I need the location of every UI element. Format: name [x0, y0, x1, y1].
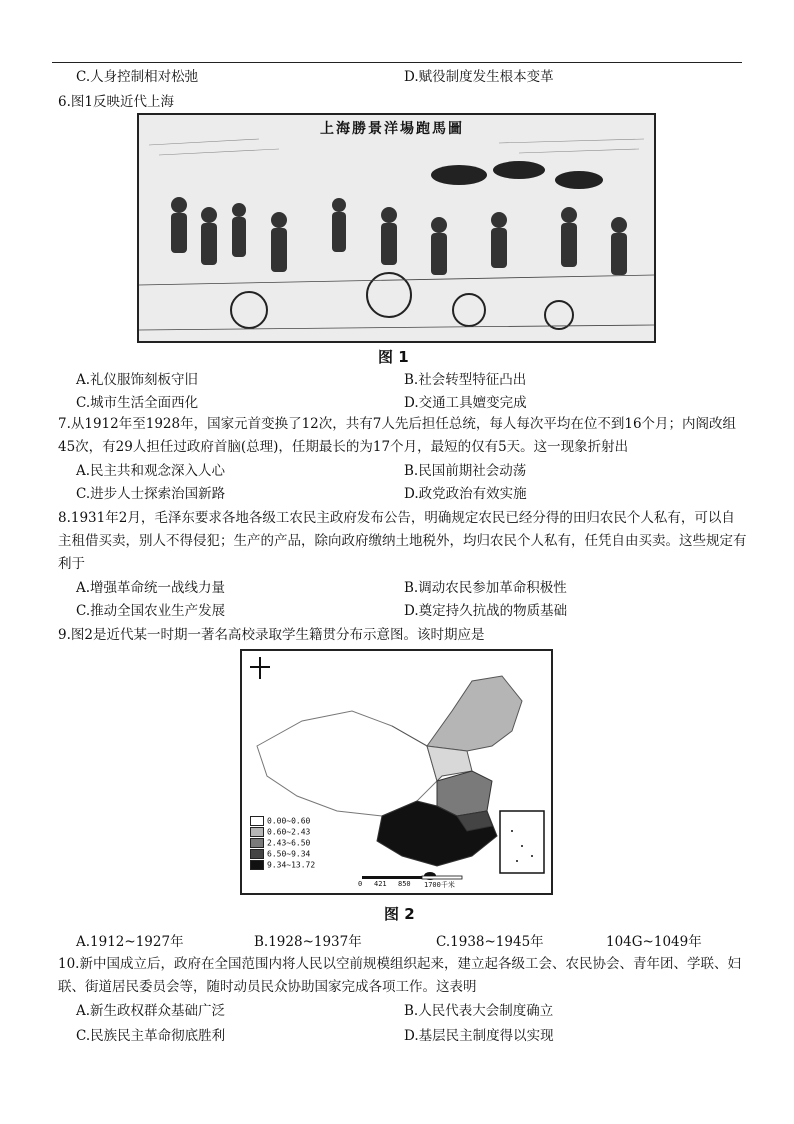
scale-label-3: 1700千米: [424, 881, 455, 889]
figure-1-illustration: [137, 113, 656, 343]
q8-option-a: A.增强革命统一战线力量: [76, 580, 226, 596]
legend-row-4: [250, 860, 315, 870]
question-8-stem: 8.1931年2月，毛泽东要求各地各级工农民主政府发布公告，明确规定农民已经分得的田归农民个人私有，可以自主租借买卖，别人不得侵犯；生产的产品，除向政府缴纳土地税外，均归农民个人私有，任凭自由买卖。这些规定有利于: [58, 510, 747, 572]
q7-option-a: A.民主共和观念深入人心: [76, 463, 226, 479]
legend-swatch-1: [250, 827, 264, 837]
legend-swatch-0: [250, 816, 264, 826]
q8-option-d: D.奠定持久抗战的物质基础: [404, 603, 568, 619]
question-6-stem: 6.图1反映近代上海: [58, 94, 174, 110]
legend-swatch-3: [250, 849, 264, 859]
q6-option-a: A.礼仪服饰刻板守旧: [76, 372, 199, 388]
q6-option-b: B.社会转型特征凸出: [404, 372, 527, 388]
scale-label-1: 421: [374, 880, 387, 888]
legend-row-2: [250, 838, 310, 848]
legend-row-1: [250, 827, 310, 837]
horse-race-engraving: [139, 115, 654, 341]
q6-option-c: C.城市生活全面西化: [76, 395, 199, 411]
q9-option-b: B.1928~1937年: [254, 934, 362, 950]
legend-swatch-2: [250, 838, 264, 848]
question-9-stem: 9.图2是近代某一时期一著名高校录取学生籍贯分布示意图。该时期应是: [58, 627, 485, 643]
q8-option-c: C.推动全国农业生产发展: [76, 603, 226, 619]
legend-label-0: 0.00~0.60: [267, 816, 311, 826]
q10-option-a: A.新生政权群众基础广泛: [76, 1003, 226, 1019]
legend-row-3: [250, 849, 310, 859]
legend-label-4: 9.34~13.72: [267, 860, 316, 870]
q9-option-d: 104G~1049年: [606, 934, 702, 950]
q10-option-b: B.人民代表大会制度确立: [404, 1003, 554, 1019]
top-rule: [52, 62, 742, 63]
q9-option-a: A.1912~1927年: [76, 934, 184, 950]
north-arrow-icon: [250, 657, 270, 679]
q7-option-d: D.政党政治有效实施: [404, 486, 527, 502]
legend-label-1: 0.60~2.43: [267, 827, 311, 837]
scale-label-0: 0: [358, 880, 363, 888]
q8-option-b: B.调动农民参加革命积极性: [404, 580, 567, 596]
scale-label-2: 850: [398, 880, 411, 888]
figure-2-map: [240, 649, 553, 895]
question-7-stem: 7.从1912年至1928年，国家元首变换了12次，共有7人先后担任总统，每人每次平均在位不到16个月；内阁改组45次，有29人担任过政府首脑(总理)，任期最长的为17个月，最短的仅有5天。这一现象折射出: [58, 416, 737, 455]
option-d-prev: D.赋役制度发生根本变革: [404, 69, 554, 85]
q6-option-d: D.交通工具嬗变完成: [404, 395, 527, 411]
question-10-stem: 10.新中国成立后，政府在全国范围内将人民以空前规模组织起来，建立起各级工会、农民协会、青年团、学联、妇联、街道居民委员会等，随时动员民众协助国家完成各项工作。这表明: [58, 956, 741, 995]
q7-option-c: C.进步人士探索治国新路: [76, 486, 226, 502]
figure-1-title: 上海勝景洋場跑馬圖: [314, 118, 470, 138]
legend-row-0: [250, 816, 310, 826]
legend-label-3: 6.50~9.34: [267, 849, 311, 859]
option-c-prev: C.人身控制相对松弛: [76, 69, 199, 85]
q9-option-c: C.1938~1945年: [436, 934, 544, 950]
legend-swatch-4: [250, 860, 264, 870]
legend-label-2: 2.43~6.50: [267, 838, 311, 848]
figure-2-caption: 图 2: [384, 905, 415, 923]
q7-option-b: B.民国前期社会动荡: [404, 463, 527, 479]
figure-1-caption: 图 1: [378, 348, 409, 366]
q10-option-c: C.民族民主革命彻底胜利: [76, 1028, 226, 1044]
q10-option-d: D.基层民主制度得以实现: [404, 1028, 554, 1044]
